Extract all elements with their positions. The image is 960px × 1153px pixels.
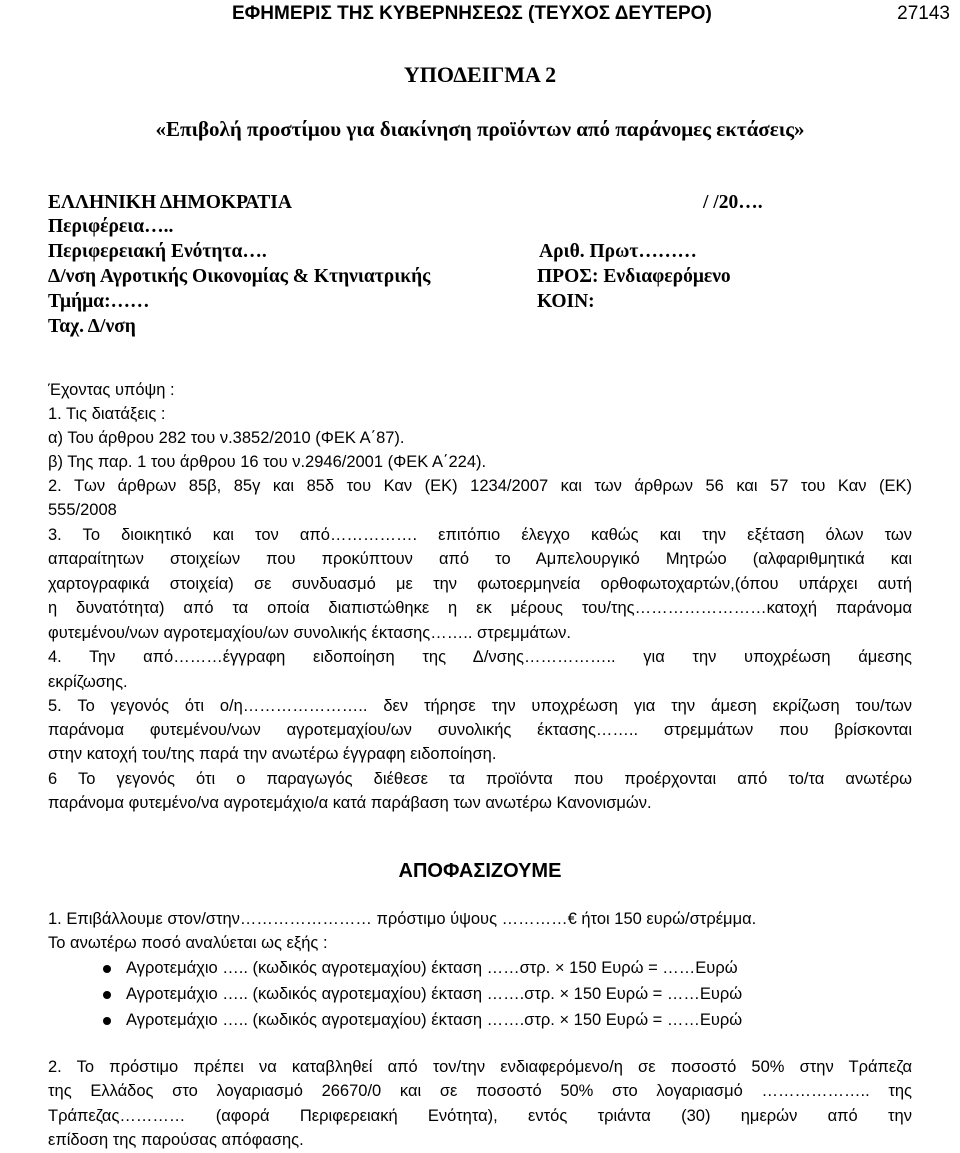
decision-2-line-2: της Ελλάδος στο λογαριασμό 26670/0 και σε ποσοστό 50% στο λογαριασμό ……………….. της <box>48 1082 912 1100</box>
consideration-5-line-3: στην κατοχή του/της παρά την ανωτέρω έγγραφη ειδοποίηση. <box>48 745 497 763</box>
consideration-2-line-1: 2. Των άρθρων 85β, 85γ και 85δ του Καν (ΕΚ) 1234/2007 και των άρθρων 56 και 57 του Καν (ΕΚ) <box>48 477 912 495</box>
recipient-to: ΠΡΟΣ: Ενδιαφερόμενο <box>537 266 731 287</box>
decision-2-line-4: επίδοση της παρούσας απόφασης. <box>48 1131 304 1149</box>
consideration-4-line-1: 4. Την από………έγγραφη ειδοποίηση της Δ/νσης…………….. για την υποχρέωση άμεσης <box>48 648 912 666</box>
document-date: / /20…. <box>703 192 763 213</box>
decision-heading: ΑΠΟΦΑΣΙΖΟΥΜΕ <box>398 860 562 882</box>
consideration-6-line-1: 6 Το γεγονός ότι ο παραγωγός διέθεσε τα προϊόντα που προέρχονται από το/τα ανωτέρω <box>48 770 912 788</box>
sender-directorate: Δ/νση Αγροτικής Οικονομίας & Κτηνιατρικής <box>48 266 431 287</box>
consideration-5-line-1: 5. Το γεγονός ότι ο/η………………….. δεν τήρησε την υποχρέωση για την άμεση εκρίζωση του/των <box>48 697 912 715</box>
decision-1: 1. Επιβάλλουμε στον/στην…………………… πρόστιμο ύψους …………€ ήτοι 150 ευρώ/στρέμμα. <box>48 910 757 928</box>
bullet-icon <box>103 1017 111 1025</box>
consideration-1a: α) Του άρθρου 282 του ν.3852/2010 (ΦΕΚ Α΄87). <box>48 429 405 447</box>
consideration-3-line-2: απαραίτητων στοιχείων που προκύπτουν από το Αμπελουργικό Μητρώο (αλφαριθμητικά και <box>48 550 912 568</box>
consideration-6-line-2: παράνομα φυτεμένο/να αγροτεμάχιο/α κατά παράβαση των ανωτέρω Κανονισμών. <box>48 794 652 812</box>
parcel-line-3: Αγροτεμάχιο ….. (κωδικός αγροτεμαχίου) έκταση …….στρ. × 150 Ευρώ = ……Ευρώ <box>126 1011 743 1029</box>
page-number: 27143 <box>897 3 950 24</box>
consideration-3-line-3: χαρτογραφικά στοιχεία) σε συνδυασμό με την φωτοερμηνεία ορθοφωτοχαρτών,(όπου υπάρχει αυτή <box>48 575 912 593</box>
consideration-4-line-2: εκρίζωσης. <box>48 673 128 691</box>
gazette-header: ΕΦΗΜΕΡΙΣ ΤΗΣ ΚΥΒΕΡΝΗΣΕΩΣ (ΤΕΥΧΟΣ ΔΕΥΤΕΡΟ) <box>232 3 712 24</box>
sender-department: Τμήμα:…… <box>48 291 150 312</box>
parcel-line-2: Αγροτεμάχιο ….. (κωδικός αγροτεμαχίου) έκταση …….στρ. × 150 Ευρώ = ……Ευρώ <box>126 985 743 1003</box>
decision-2-line-3: Τράπεζας………… (αφορά Περιφερειακή Ενότητα), εντός τριάντα (30) ημερών από την <box>48 1107 912 1125</box>
consideration-3-line-5: φυτεμένου/νων αγροτεμαχίου/ων συνολικής έκτασης…….. στρεμμάτων. <box>48 624 572 642</box>
consideration-1b: β) Της παρ. 1 του άρθρου 16 του ν.2946/2001 (ΦΕΚ Α΄224). <box>48 453 487 471</box>
bullet-icon <box>103 965 111 973</box>
decision-1-breakdown-intro: Το ανωτέρω ποσό αναλύεται ως εξής : <box>48 934 328 952</box>
protocol-number: Αριθ. Πρωτ……… <box>539 241 697 262</box>
sender-regional-unit: Περιφερειακή Ενότητα…. <box>48 241 267 262</box>
document-title: ΥΠΟΔΕΙΓΜΑ 2 <box>403 62 557 87</box>
decision-2-line-1: 2. Το πρόστιμο πρέπει να καταβληθεί από τον/την ενδιαφερόμενο/η σε ποσοστό 50% στην Τράπεζα <box>48 1058 912 1076</box>
parcel-line-1: Αγροτεμάχιο ….. (κωδικός αγροτεμαχίου) έκταση ……στρ. × 150 Ευρώ = ……Ευρώ <box>126 959 738 977</box>
document-subtitle: «Επιβολή προστίμου για διακίνηση προϊόντων από παράνομες εκτάσεις» <box>155 117 805 141</box>
considerations-intro: Έχοντας υπόψη : <box>48 381 175 399</box>
sender-postal-address: Ταχ. Δ/νση <box>48 316 136 337</box>
recipient-cc: ΚΟΙΝ: <box>537 291 595 312</box>
consideration-2-line-2: 555/2008 <box>48 501 117 519</box>
bullet-icon <box>103 991 111 999</box>
consideration-5-line-2: παράνομα φυτεμένου/νων αγροτεμαχίου/ων συνολικής έκτασης…….. στρεμμάτων που βρίσκονται <box>48 721 912 739</box>
consideration-3-line-4: η δυνατότητα) από τα οποία διαπιστώθηκε η εκ μέρους του/της……………………κατοχή παράνομα <box>48 599 912 617</box>
consideration-3-line-1: 3. Το διοικητικό και τον από……………. επιτόπιο έλεγχο καθώς και την εξέταση όλων των <box>48 526 912 544</box>
consideration-1: 1. Τις διατάξεις : <box>48 405 166 423</box>
sender-state: ΕΛΛΗΝΙΚΗ ΔΗΜΟΚΡΑΤΙΑ <box>48 192 292 213</box>
sender-region: Περιφέρεια….. <box>48 216 174 237</box>
